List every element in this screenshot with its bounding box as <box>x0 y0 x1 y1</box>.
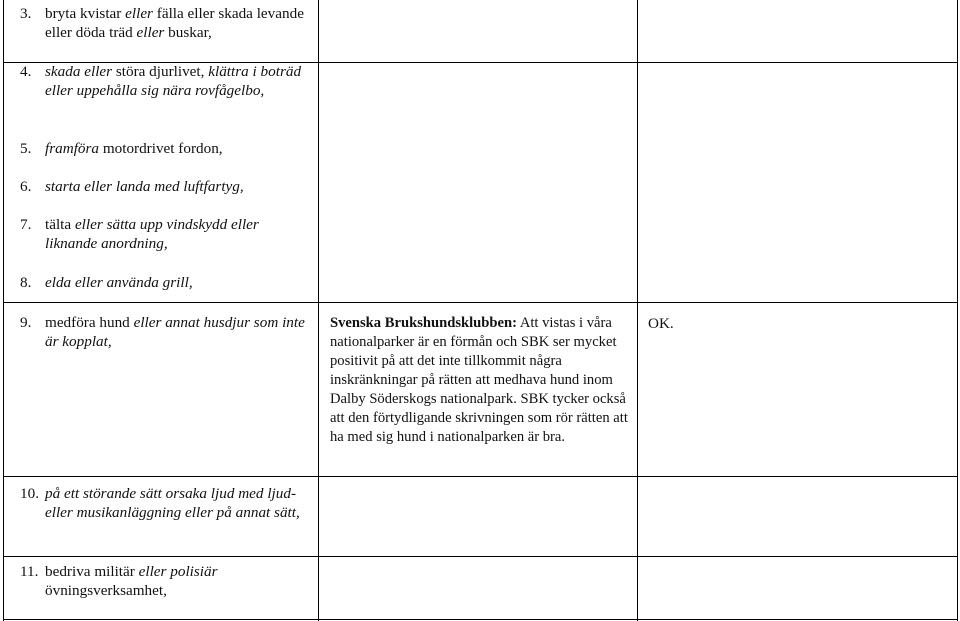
item-number: 7. <box>20 216 32 233</box>
item-text: starta eller landa med luftfartyg, <box>45 178 244 195</box>
row-divider <box>3 619 958 620</box>
consultation-comment <box>330 314 630 447</box>
item-number: 10. <box>20 485 39 502</box>
item-text: bedriva militär eller polisiär övningsverksamhet, <box>45 563 222 599</box>
item-text: medföra hund eller annat husdjur som inte är kopplat, <box>45 314 309 350</box>
table-border-right <box>957 0 958 621</box>
table-border-left <box>3 0 4 621</box>
rule-item-6 <box>20 177 310 196</box>
rule-item-4 <box>20 62 310 100</box>
column-divider-2 <box>637 0 638 621</box>
rule-item-3 <box>20 4 310 42</box>
item-number: 4. <box>20 63 32 80</box>
row-divider <box>3 556 958 557</box>
column-divider-1 <box>318 0 319 621</box>
item-text: skada eller störa djurlivet, klättra i boträd eller uppehålla sig nära rovfågelbo, <box>45 63 305 99</box>
row-divider <box>3 476 958 477</box>
rule-item-7 <box>20 215 310 253</box>
item-text: elda eller använda grill, <box>45 274 193 291</box>
item-number: 5. <box>20 140 32 157</box>
item-text: tälta eller sätta upp vindskydd eller liknande anordning, <box>45 216 263 252</box>
item-number: 8. <box>20 274 32 291</box>
rule-item-9 <box>20 313 310 351</box>
rule-item-11 <box>20 562 310 600</box>
rule-item-8 <box>20 273 310 292</box>
comment-text: Att vistas i våra nationalparker är en förmån och SBK ser mycket positivit på att det inte tillkommit några inskränkningar på rätten att medhava hund inom Dalby Söderskogs nationalpark. SBK tycker också att den förtydligande skrivningen som rör rätten att ha med sig hund i nationalparken är bra. <box>330 315 628 445</box>
item-number: 9. <box>20 314 32 331</box>
item-text: på ett störande sätt orsaka ljud med ljud- eller musikanläggning eller på annat sätt, <box>45 485 300 521</box>
item-number: 11. <box>20 563 39 580</box>
verdict: OK. <box>648 315 674 332</box>
item-number: 3. <box>20 5 32 22</box>
rule-item-5 <box>20 139 310 158</box>
item-text: framföra motordrivet fordon, <box>45 140 223 157</box>
item-text: bryta kvistar eller fälla eller skada levande eller döda träd eller buskar, <box>45 5 308 41</box>
row-divider <box>3 302 958 303</box>
rule-item-10 <box>20 484 310 522</box>
organization-name: Svenska Brukshundsklubben: <box>330 315 517 331</box>
item-number: 6. <box>20 178 32 195</box>
